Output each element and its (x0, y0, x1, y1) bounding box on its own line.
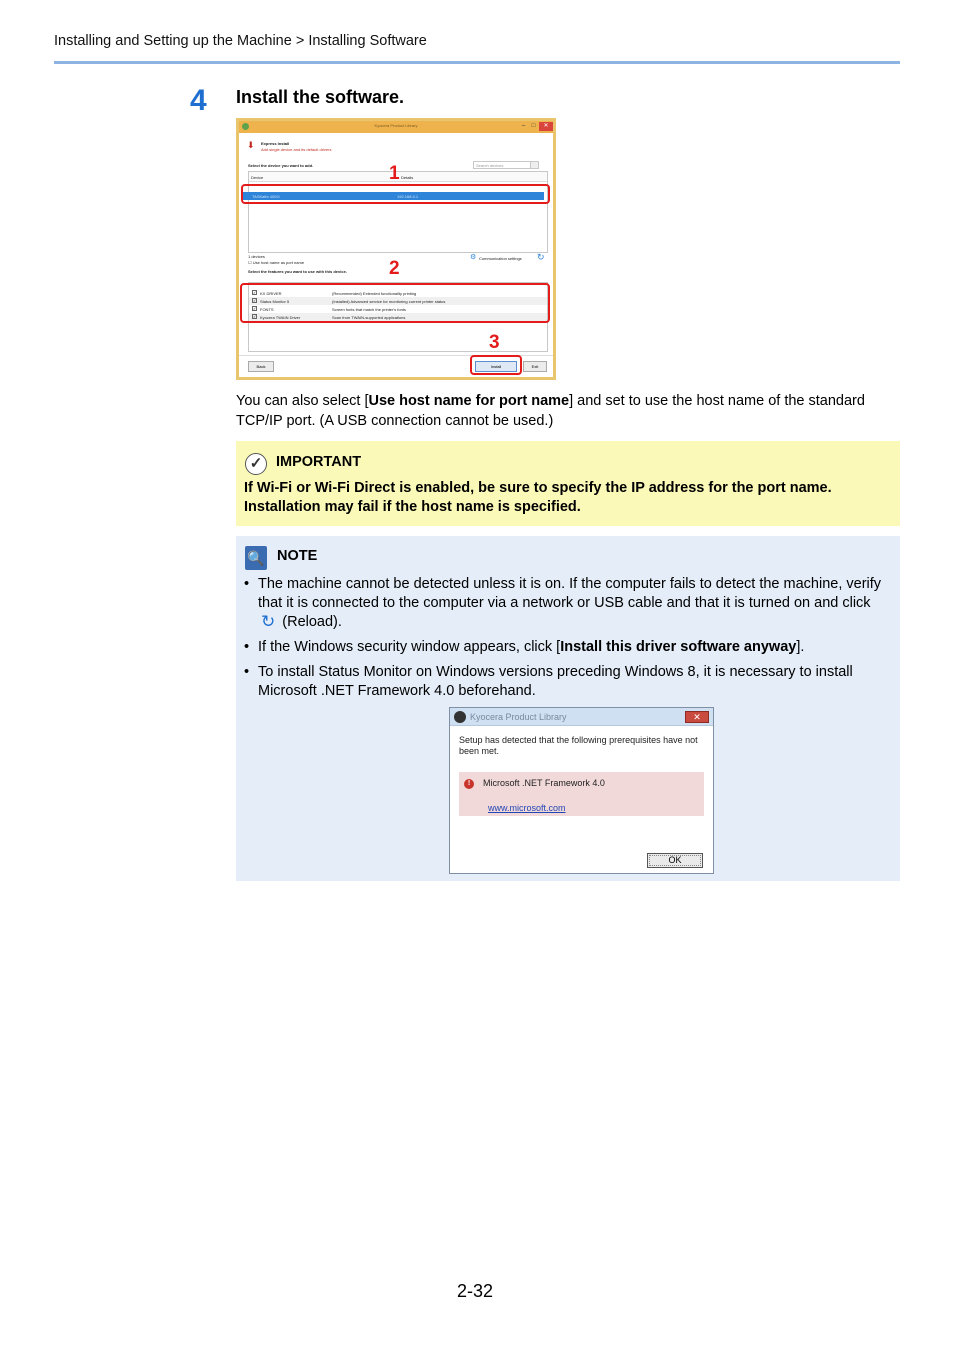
important-label: IMPORTANT (276, 454, 362, 470)
ok-button[interactable]: OK (647, 853, 703, 868)
note-bold: Install this driver software anyway (560, 639, 797, 655)
paragraph-text: You can also select [ (236, 393, 369, 409)
note-text: ]. (796, 639, 805, 655)
minimize-icon: – (521, 123, 526, 129)
note-item (244, 638, 894, 657)
important-text: If Wi-Fi or Wi-Fi Direct is enabled, be sure to specify the IP address for the port name. Installation may fail if the host name is specified. (244, 480, 832, 515)
reload-icon: ↻ (261, 612, 276, 631)
communication-settings-icon: ⚙ (470, 254, 477, 261)
device-name: TASKalfa 4002i (252, 194, 280, 199)
step-title: Install the software. (236, 87, 405, 107)
express-install-title: Express Install (261, 141, 290, 146)
close-icon[interactable]: ✕ (685, 711, 709, 723)
breadcrumb: Installing and Setting up the Machine > Installing Software (54, 33, 427, 49)
note-magnifier-icon: 🔍 (245, 546, 267, 570)
host-name-checkbox[interactable]: ☐ Use host name as port name (248, 260, 305, 265)
requirement-text: Microsoft .NET Framework 4.0 (483, 778, 605, 788)
feature-name: FONTS (260, 307, 274, 312)
feature-name: KX DRIVER (260, 291, 282, 296)
search-devices-input[interactable] (473, 161, 539, 169)
app-icon (454, 711, 466, 723)
callout-device-box (241, 184, 550, 204)
callout-install-box (470, 355, 522, 375)
feature-desc: (Recommended) Extended functionality printing (332, 291, 417, 296)
express-install-subtitle: Add single device and its default drivers (261, 147, 332, 152)
callout-number-3: 3 (489, 332, 500, 353)
checkbox-icon[interactable]: ✓ (253, 298, 257, 303)
note-item (244, 663, 894, 701)
page-number: 2-32 (457, 1281, 494, 1301)
error-icon: ! (464, 779, 474, 789)
header-rule (54, 61, 900, 64)
device-count: 1 devices (248, 254, 265, 259)
note-list (244, 575, 894, 707)
maximize-icon: □ (531, 123, 536, 129)
prerequisite-error-panel (459, 772, 704, 816)
feature-name: Status Monitor 5 (260, 299, 290, 304)
feature-desc: Screen fonts that match the printer's fonts (332, 307, 406, 312)
back-button[interactable]: Back (248, 361, 274, 372)
feature-desc: (Installed) Advanced service for monitoring current printer status (332, 299, 446, 304)
microsoft-link[interactable]: www.microsoft.com (488, 803, 566, 813)
prerequisite-dialog-screenshot (449, 707, 714, 874)
checkmark-circle-icon: ✓ (245, 453, 267, 475)
dialog-title: Kyocera Product Library (470, 712, 567, 722)
note-text: (Reload). (278, 614, 342, 630)
device-details: 192.168.0.1 (397, 194, 419, 199)
column-device: Device (251, 175, 264, 180)
note-text: If the Windows security window appears, click [ (258, 639, 561, 655)
note-text: To install Status Monitor on Windows versions preceding Windows 8, it is necessary to install Microsoft .NET Framework 4.0 beforehand. (258, 664, 853, 699)
search-icon[interactable] (530, 161, 539, 169)
installer-titlebar (239, 121, 553, 133)
step-number: 4 (190, 84, 207, 117)
install-button[interactable]: Install (475, 361, 517, 372)
note-text: The machine cannot be detected unless it is on. If the computer fails to detect the machine, verify that it is connected to the computer via a network or USB cable and that it is turned on and click (258, 576, 882, 611)
note-item (244, 575, 894, 632)
dialog-message: Setup has detected that the following prerequisites have not been met. (459, 735, 698, 756)
installer-window (239, 121, 553, 377)
installer-screenshot (236, 118, 556, 380)
search-placeholder: Search devices (476, 163, 504, 168)
feature-desc: Scan from TWAIN-supported applications (332, 315, 406, 320)
installer-window-title: Kyocera Product Library (374, 123, 418, 128)
download-icon: ⬇ (247, 140, 255, 150)
dialog-titlebar (450, 708, 713, 726)
exit-button[interactable]: Exit (523, 361, 547, 372)
close-icon: ✕ (539, 122, 553, 131)
communication-settings-link[interactable]: Communication settings (479, 256, 522, 261)
feature-name: Kyocera TWAIN Driver (260, 315, 301, 320)
reload-icon[interactable]: ↻ (537, 252, 545, 262)
callout-number-1: 1 (389, 163, 400, 184)
select-features-label: Select the features you want to use with this device. (248, 269, 347, 274)
paragraph-bold: Use host name for port name (368, 393, 570, 409)
host-name-paragraph (236, 391, 900, 431)
column-details: Details (401, 175, 414, 180)
important-box (236, 441, 900, 526)
host-name-label: Use host name as port name (252, 260, 305, 265)
checkbox-icon[interactable]: ✓ (253, 290, 257, 295)
callout-number-2: 2 (389, 258, 400, 279)
callout-features-box (240, 283, 550, 323)
checkbox-icon[interactable]: ✓ (253, 306, 257, 311)
note-label: NOTE (277, 548, 318, 564)
select-device-label: Select the device you want to add. (248, 163, 314, 168)
checkbox-icon[interactable]: ✓ (253, 314, 257, 319)
paragraph-text: ] and set to use the host name of the standard TCP/IP port. (A USB connection cannot be used.) (236, 393, 865, 429)
